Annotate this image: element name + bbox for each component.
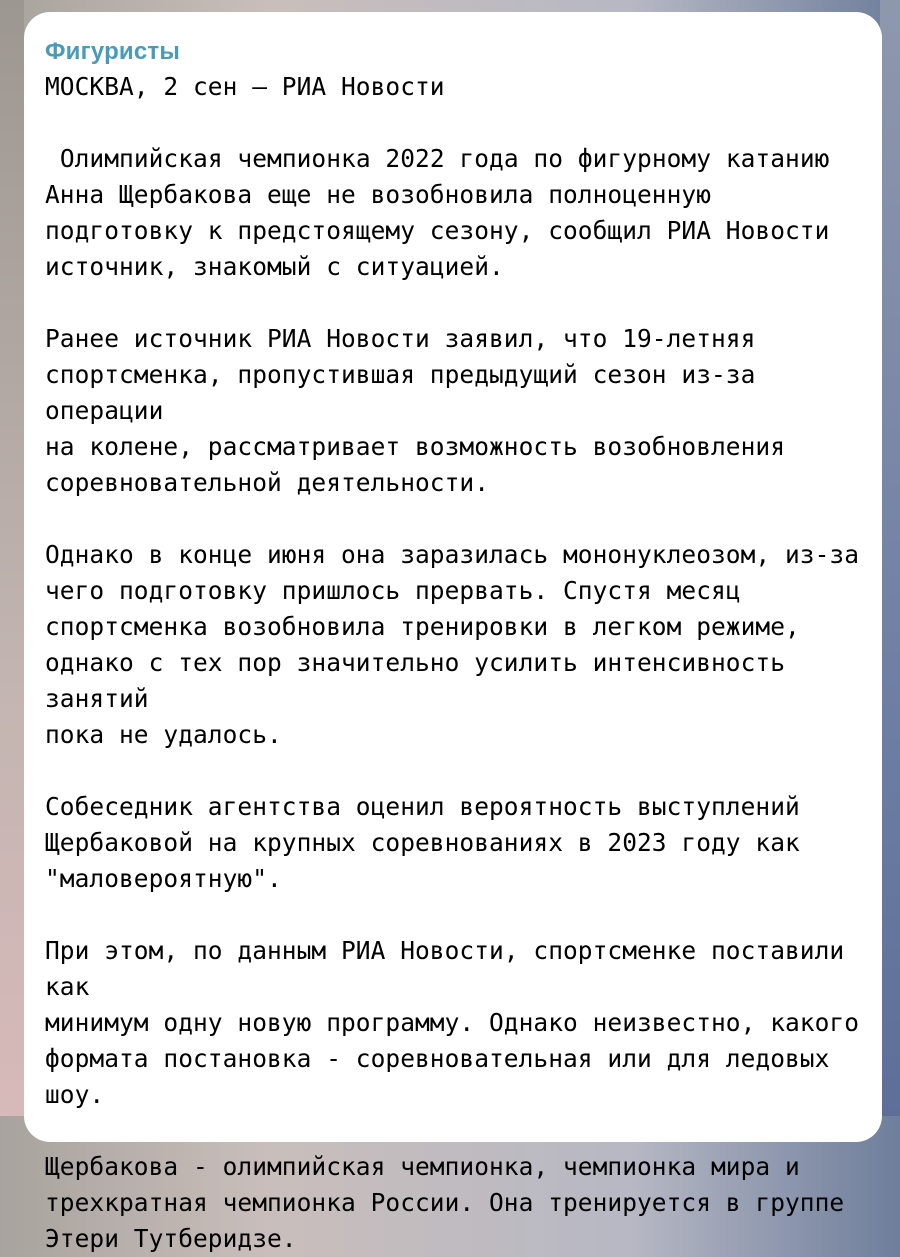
message-sender-name[interactable]: Фигуристы xyxy=(45,38,181,65)
message-bubble[interactable] xyxy=(24,12,882,1253)
message-body-text: МОСКВА, 2 сен – РИА Новости Олимпийская чемпионка 2022 года по фигурному катанию Анна Щербакова еще не возобновила полноценную подготовку к предстоящему сезону, сообщил РИА Новости источник, знакомый с ситуацией. Ранее источник РИА Новости заявил, что 19-летняя спортсменка, пропустившая предыдущий сезон из-за операции на колене, рассматривает возможность возобновления соревновательной деятельности. Однако в конце июня она заразилась мононуклеозом, из-за чего подготовку пришлось прервать. Спустя месяц спортсменка возобновила тренировки в легком режиме, однако с тех пор значительно усилить интенсивность занятий пока не удалось. Собеседник агентства оценил вероятность выступлений Щербаковой на крупных соревнованиях в 2023 году как "маловероятную". При этом, по данным РИА Новости, спортсменке поставили как минимум одну новую программу. Однако неизвестно, какого формата постановка - соревновательная или для ледовых шоу. Щербакова - олимпийская чемпионка, чемпионка мира и трехкратная чемпионка России. Она тренируется в группе Этери Тутберидзе. xyxy=(45,72,860,1253)
chat-background-right xyxy=(880,0,900,1116)
chat-background-left xyxy=(0,0,24,1116)
